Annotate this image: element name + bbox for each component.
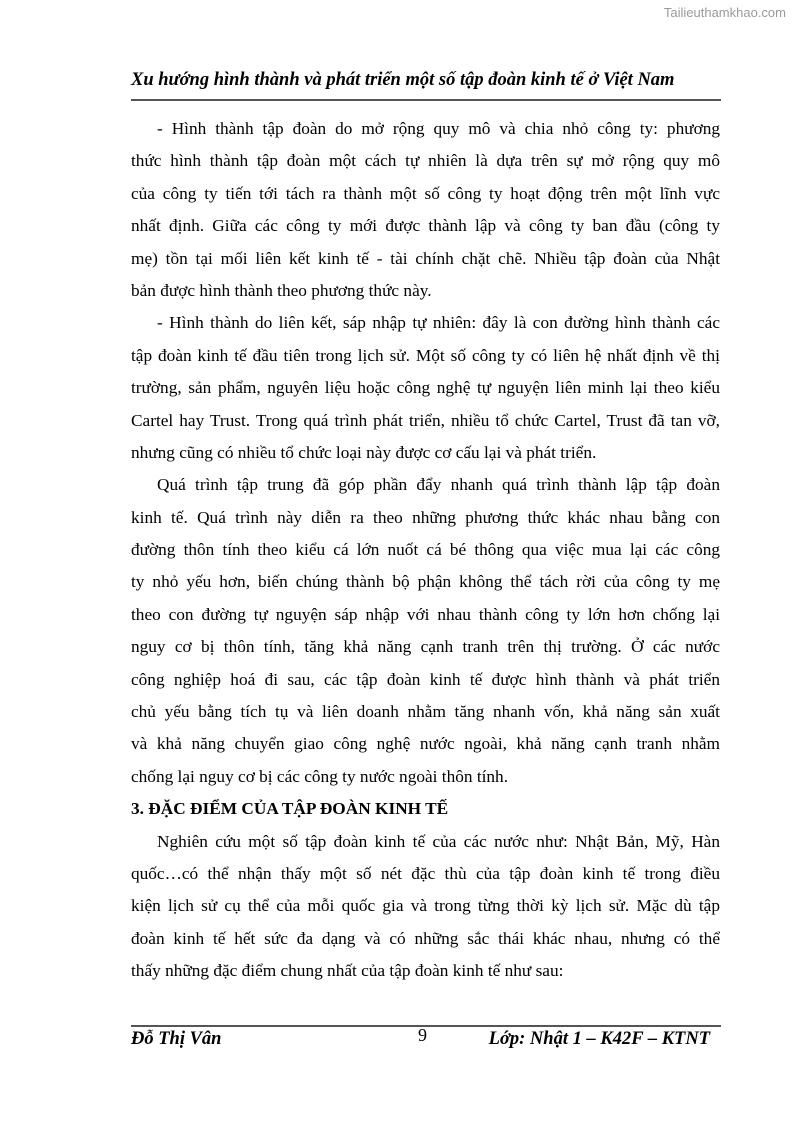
header-divider bbox=[131, 99, 721, 101]
text-line: đường thôn tính theo kiểu cá lớn nuốt cá bé thông qua việc mua lại các công bbox=[131, 540, 720, 560]
text-line: đoàn kinh tế hết sức đa dạng và có những sắc thái khác nhau, nhưng có thể bbox=[131, 928, 720, 948]
text-line: 3. ĐẶC ĐIỂM CỦA TẬP ĐOÀN KINH TẾ bbox=[131, 799, 449, 819]
text-line: - Hình thành tập đoàn do mở rộng quy mô và chia nhỏ công ty: phương bbox=[157, 119, 720, 138]
text-line: bản được hình thành theo phương thức này. bbox=[131, 280, 432, 300]
text-line: chủ yếu bằng tích tụ và liên doanh nhằm tăng nhanh vốn, khả năng sản xuất bbox=[131, 702, 720, 722]
text-line: Cartel hay Trust. Trong quá trình phát triển, nhiều tổ chức Cartel, Trust đã tan vỡ, bbox=[131, 410, 720, 430]
text-line: công nghiệp hoá đi sau, các tập đoàn kinh tế được hình thành và phát triển bbox=[131, 669, 720, 689]
text-line: kiện lịch sử cụ thể của mỗi quốc gia và trong từng thời kỳ lịch sử. Mặc dù tập bbox=[131, 896, 720, 916]
paragraph bbox=[131, 469, 720, 793]
text-line: Nghiên cứu một số tập đoàn kinh tế của các nước như: Nhật Bản, Mỹ, Hàn bbox=[157, 831, 720, 851]
text-line: nguy cơ bị thôn tính, tăng khả năng cạnh tranh trên thị trường. Ở các nước bbox=[131, 637, 720, 657]
text-line: và khả năng chuyển giao công nghệ nước ngoài, khả năng cạnh tranh nhằm bbox=[131, 734, 720, 754]
text-line: Quá trình tập trung đã góp phần đẩy nhanh quá trình thành lập tập đoàn bbox=[157, 475, 720, 495]
text-line: trường, sản phẩm, nguyên liệu hoặc công nghệ tự nguyện liên minh lại theo kiểu bbox=[131, 378, 720, 398]
section-heading bbox=[131, 793, 720, 825]
paragraph bbox=[131, 113, 720, 307]
footer-author: Đỗ Thị Vân bbox=[131, 1029, 222, 1049]
paragraph bbox=[131, 826, 720, 988]
text-line: nhưng cũng có nhiều tổ chức loại này được cơ cấu lại và phát triển. bbox=[131, 442, 597, 462]
text-line: thấy những đặc điểm chung nhất của tập đoàn kinh tế như sau: bbox=[131, 961, 564, 981]
text-line: chống lại nguy cơ bị các công ty nước ngoài thôn tính. bbox=[131, 766, 509, 786]
text-line: quốc…có thể nhận thấy một số nét đặc thù của tập đoàn kinh tế trong điều bbox=[131, 863, 720, 883]
document-body bbox=[131, 113, 720, 988]
watermark: Tailieuthamkhao.com bbox=[663, 5, 786, 20]
paragraph bbox=[131, 307, 720, 469]
running-header: Xu hướng hình thành và phát triển một số tập đoàn kinh tế ở Việt Nam bbox=[131, 70, 675, 90]
footer-class: Lớp: Nhật 1 – K42F – KTNT bbox=[488, 1029, 710, 1049]
text-line: của công ty tiến tới tách ra thành một số công ty hoạt động trên một lĩnh vực bbox=[131, 183, 720, 203]
text-line: nhất định. Giữa các công ty mới được thành lập và công ty ban đầu (công ty bbox=[131, 216, 720, 236]
text-line: theo con đường tự nguyện sáp nhập với nhau thành công ty lớn hơn chống lại bbox=[131, 604, 720, 624]
text-line: mẹ) tồn tại mối liên kết kinh tế - tài chính chặt chẽ. Nhiều tập đoàn của Nhật bbox=[131, 248, 720, 268]
text-line: ty nhỏ yếu hơn, biến chúng thành bộ phận không thể tách rời của công ty mẹ bbox=[131, 572, 720, 592]
text-line: tập đoàn kinh tế đầu tiên trong lịch sử. Một số công ty có liên hệ nhất định về thị bbox=[131, 345, 720, 365]
text-line: kinh tế. Quá trình này diễn ra theo những phương thức khác nhau bằng con bbox=[131, 507, 720, 527]
text-line: thức hình thành tập đoàn một cách tự nhiên là dựa trên sự mở rộng quy mô bbox=[131, 151, 720, 171]
text-line: - Hình thành do liên kết, sáp nhập tự nhiên: đây là con đường hình thành các bbox=[157, 313, 720, 333]
page-number: 9 bbox=[418, 1025, 427, 1045]
